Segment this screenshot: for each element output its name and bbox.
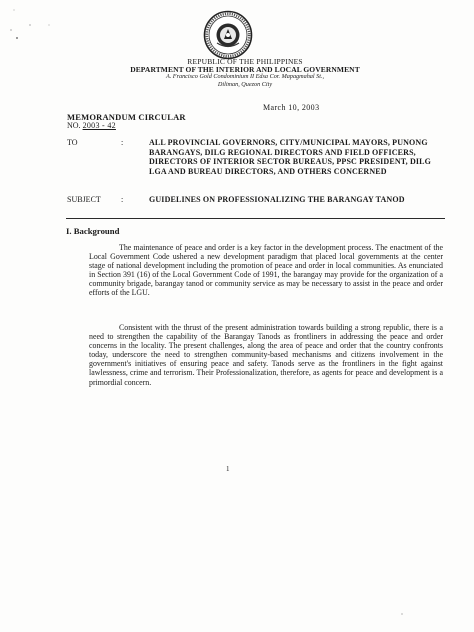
memo-number-label: NO.	[67, 121, 81, 130]
to-label: TO	[67, 138, 78, 147]
subject-text: GUIDELINES ON PROFESSIONALIZING THE BARANGAY TANOD	[149, 195, 405, 204]
address-line-1: A. Francisco Gold Condominium II Edsa Cor. Mapagmahal St.,	[165, 73, 325, 80]
memo-number-value: 2003 - 42	[82, 121, 116, 130]
section-heading-background: I. Background	[66, 226, 120, 236]
subject-colon: :	[121, 195, 124, 204]
background-paragraph-1: The maintenance of peace and order is a key factor in the development process. The enactment of the Local Government Code ushered a new development paradigm that placed local governments at the center stage of national development including the promotion of peace and order in local communities. As enunciated in Section 391 (16) of the Local Government Code of 1991, the barangay may provide for the organization of a community brigade, barangay tanod or community service as may be necessary to assist in the peace and order efforts of the LGU.	[89, 243, 443, 298]
divider-line	[66, 218, 445, 219]
to-recipients: ALL PROVINCIAL GOVERNORS, CITY/MUNICIPAL MAYORS, PUNONG BARANGAYS, DILG REGIONAL DIRECTORS AND FIELD OFFICERS, DIRECTORS OF INTERIOR SECTOR BUREAUS, PPSC PRESIDENT, DILG LGA AND BUREAU DIRECTORS, AND OTHERS CONCERNED	[149, 138, 432, 177]
address-line-2: Diliman, Quezon City	[217, 81, 273, 88]
page-number: 1	[226, 465, 230, 473]
department-heading: DEPARTMENT OF THE INTERIOR AND LOCAL GOVERNMENT	[130, 65, 360, 74]
republic-heading: REPUBLIC OF THE PHILIPPINES	[187, 57, 303, 66]
memo-number	[67, 121, 116, 130]
background-paragraph-2: Consistent with the thrust of the present administration towards building a strong republic, there is a need to strengthen the capability of the Barangay Tanods as frontliners in addressing the peace and order concerns in the locality. The present challenges, along the area of peace and order that the country confronts today, underscore the need to strengthen community-based mechanisms and citizens involvement in the government's initiatives of ensuring peace and safety. Tanods serve as the frontliners in the fight against lawlessness, crime and terrorism. Their Professionalization, therefore, as agents for peace and development is a primordial concern.	[89, 323, 443, 387]
memo-date: March 10, 2003	[263, 103, 320, 112]
memo-title: MEMORANDUM CIRCULAR	[67, 112, 186, 122]
to-colon: :	[121, 138, 124, 147]
subject-label: SUBJECT	[67, 195, 101, 204]
dilg-seal-icon	[203, 10, 253, 60]
